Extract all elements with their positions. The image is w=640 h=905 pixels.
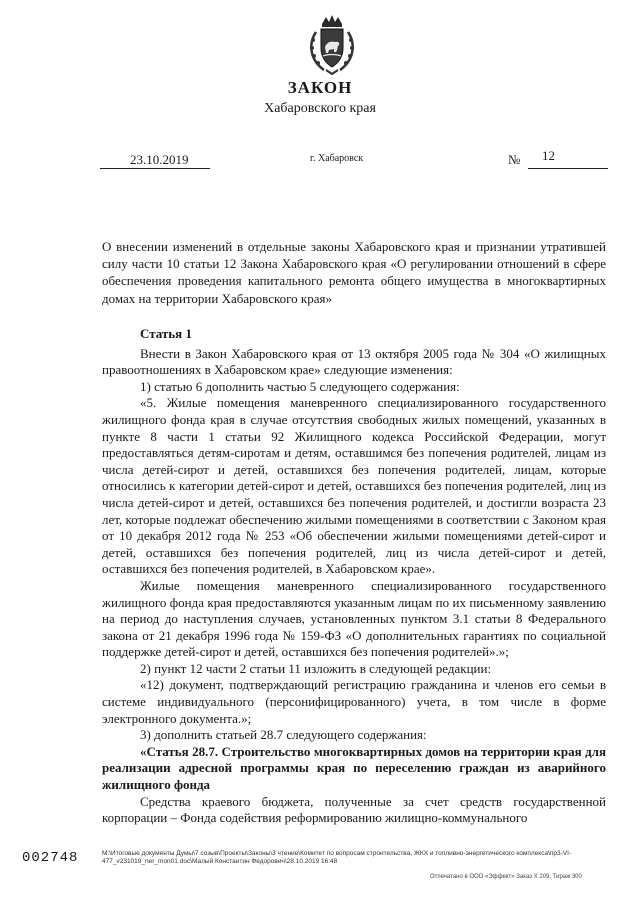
paragraph: «12) документ, подтверждающий регистрацию гражданина и членов его семьи в системе индивидуального (персонифицированного) учета, в том числе в форме электронного документа.»; xyxy=(102,677,606,726)
article-heading: Статья 1 xyxy=(140,326,192,341)
paragraph: 3) дополнить статьей 28.7 следующего содержания: xyxy=(140,727,427,743)
law-date: 23.10.2019 xyxy=(130,152,189,167)
law-subject: О внесении изменений в отдельные законы Хабаровского края и признании утратившей силу части 10 статьи 12 Закона Хабаровского края «О регулировании отношений в сфере обеспечения проведения капитального ремонта общего имущества в многоквартирных домах на территории Хабаровского края» xyxy=(102,239,606,306)
date-underline xyxy=(100,168,210,169)
paragraph: Средства краевого бюджета, полученные за счет средств государственной корпорации – Фонда содействия реформированию жилищно-коммунального xyxy=(102,793,606,826)
paragraph: Внести в Закон Хабаровского края от 13 октября 2005 года № 304 «О жилищных правоотношениях в Хабаровском крае» следующие изменения: xyxy=(102,345,606,378)
law-city: г. Хабаровск xyxy=(310,153,364,164)
article-28-7-heading: «Статья 28.7. Строительство многоквартирных домов на территории края для реализации адресной программы края по переселению граждан из аварийного жилищного фонда xyxy=(102,743,606,793)
document-code: 002748 xyxy=(22,850,79,866)
paragraph: 2) пункт 12 части 2 статьи 11 изложить в следующей редакции: xyxy=(140,660,492,676)
paragraph: «5. Жилые помещения маневренного специализированного государственного жилищного фонда края в случае отсутствия свободных жилых помещений, указанных в пункте 8 части 1 статьи 92 Жилищного кодекса Российской Федерации, могут предоставляться детям-сиротам и детям, оставшимся без попечения родителей, лицам из числа детей-сирот и детей, оставшихся без попечения родителей, лицам, которые относились к категории детей-сирот и детей, оставшихся без попечения родителей, лиц из числа детей-сирот и детей, оставшихся без попечения родителей, и достигли возраста 23 лет, которые подлежат обеспечению жилыми помещениями в соответствии с Законом края от 10 декабря 2012 года № 253 «Об обеспечении жилыми помещениями детей-сирот и детей, оставшихся без попечения родителей, лиц из числа детей-сирот и детей, оставшихся без попечения родителей, в Хабаровском крае». xyxy=(102,395,606,577)
article-1 xyxy=(102,326,606,827)
coat-of-arms-emblem xyxy=(300,14,364,78)
law-region: Хабаровского края xyxy=(264,101,376,116)
print-note: Отпечатано в ООО «Эффект» Заказ Х 209. Тираж 300 xyxy=(430,874,582,880)
number-sign: № xyxy=(508,152,521,167)
paragraph: Жилые помещения маневренного специализированного государственного жилищного фонда края предоставляются указанным лицам по их письменному заявлению на период до наступления случаев, установленных пунктом 3.1 статьи 8 Федерального закона от 21 декабря 1996 года № 159-ФЗ «О дополнительных гарантиях по социальной поддержке детей-сирот и детей, оставшихся без попечения родителей».»; xyxy=(102,577,606,660)
number-underline xyxy=(528,168,608,169)
paragraph: 1) статью 6 дополнить частью 5 следующего содержания: xyxy=(140,378,460,394)
law-number: 12 xyxy=(542,148,555,163)
file-path-note: M:\Итоговые документы Думы\7 созыв\Проекты\Законы\3 чтение\Комитет по вопросам строительства, ЖКХ и топливно-энергетического комплекса\пр3-VI-477_v231019_ner_mon01.doc\Малый Константин Федорович\28.10.2019 16:48 xyxy=(102,850,572,865)
law-title: ЗАКОН xyxy=(287,78,353,97)
